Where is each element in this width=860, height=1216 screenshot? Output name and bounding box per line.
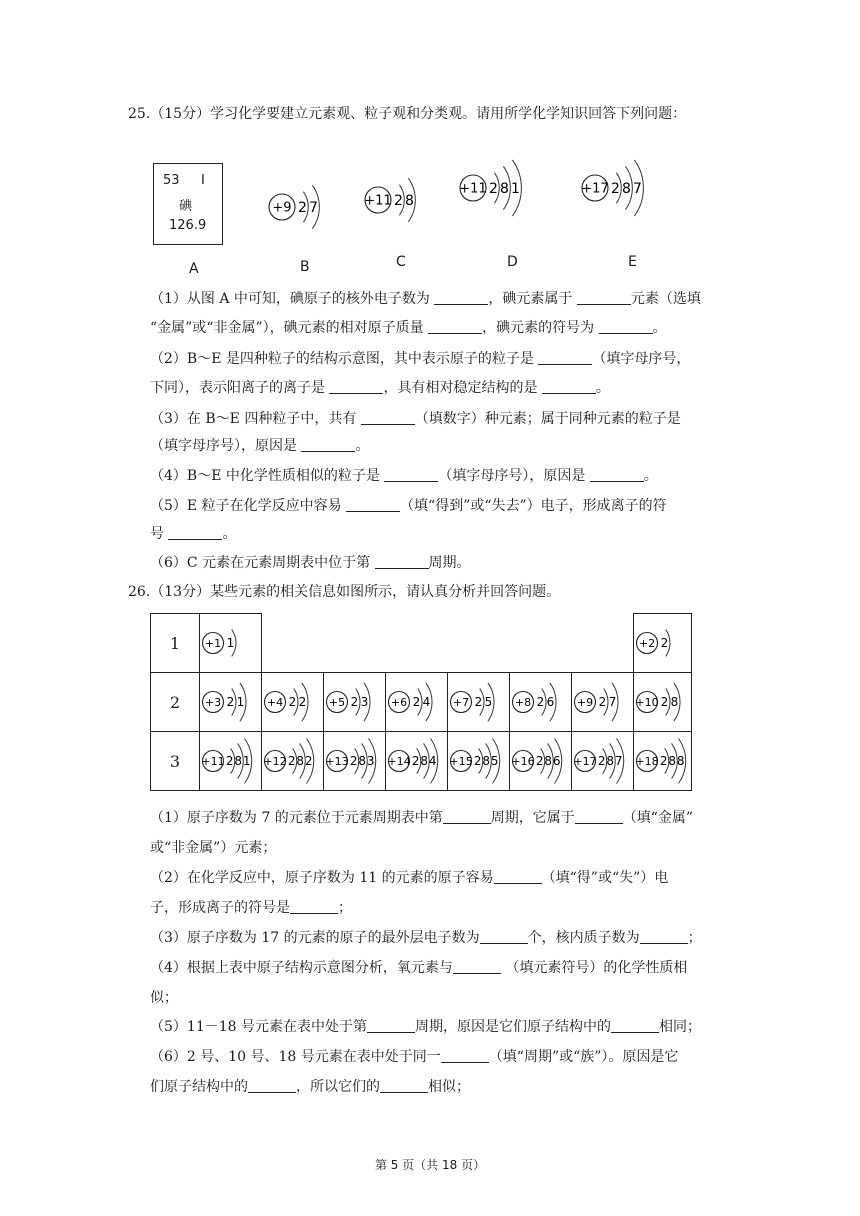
caption-d: D [507, 254, 518, 270]
period-row-3 [151, 732, 692, 791]
atom-diagram [635, 683, 680, 721]
shell-electron-count: 1 [242, 754, 251, 769]
answer-blank[interactable] [640, 929, 688, 944]
atom-diagram [451, 683, 495, 721]
q26-line-2: 或“非金属”）元素； [150, 840, 277, 856]
element-cell [386, 732, 448, 791]
atom-cell-svg [634, 673, 691, 731]
element-cell [262, 732, 324, 791]
shell-electron-count: 8 [676, 754, 685, 769]
answer-blank[interactable] [434, 290, 488, 305]
answer-blank[interactable] [428, 319, 482, 334]
shell-electron-count: 2 [349, 754, 358, 769]
q25-line-2: “金属”或“非金属”），碘元素的相对原子质量 ，碘元素的符号为 。 [150, 320, 667, 336]
answer-blank[interactable] [290, 899, 338, 914]
nucleus-charge: +11 [201, 754, 225, 768]
q26-line-10: 们原子结构中的 ，所以它们的 相似； [150, 1079, 470, 1095]
q25-line-10: （6）C 元素在元素周期表中位于第 周期。 [150, 555, 471, 571]
atom-diagram [511, 739, 561, 784]
shell-electron-count: 2 [412, 695, 421, 710]
q26-line-3: （2）在化学反应中，原子序数为 11 的元素的原子容易 （填“得”或“失”）电 [150, 870, 669, 886]
answer-blank[interactable] [361, 410, 415, 425]
element-cell [262, 673, 324, 732]
atom-diagram [459, 160, 521, 216]
atom-diagram [203, 630, 237, 657]
atom-cell-svg [262, 673, 323, 731]
answer-blank[interactable] [384, 467, 438, 482]
shell-electron-count: 8 [234, 754, 243, 769]
atom-diagram [389, 683, 433, 721]
answer-blank[interactable] [301, 437, 355, 452]
atom-cell-svg [262, 732, 323, 790]
nucleus-charge: +2 [638, 636, 656, 650]
shell-electron-count: 2 [226, 695, 235, 710]
atom-cell-svg [448, 673, 509, 731]
atom-diagram [513, 683, 557, 721]
shell-electron-count: 2 [411, 754, 420, 769]
shell-electron-count: 2 [225, 754, 234, 769]
atom-cell-svg [200, 614, 261, 672]
atom-cell-svg [510, 673, 571, 731]
element-cell [572, 732, 634, 791]
q25-line-7: （4）B～E 中化学性质相似的粒子是 （填字母序号），原因是 。 [150, 468, 658, 484]
element-symbol: I [201, 173, 205, 188]
q25-line-1: （1）从图 A 中可知，碘原子的核外电子数为 ，碘元素属于 元素（选填 [150, 291, 701, 307]
q26-line-8: （5）11－18 号元素在表中处于第 周期，原因是它们原子结构中的 相同； [150, 1019, 701, 1035]
nucleus-charge: +17 [573, 754, 597, 768]
shell-electron-count: 4 [428, 754, 437, 769]
nucleus-charge: +16 [511, 754, 535, 768]
nucleus-charge: +9 [576, 695, 594, 709]
shell-electron-count: 1 [511, 180, 520, 197]
nucleus-charge: +17 [581, 181, 609, 197]
answer-blank[interactable] [494, 869, 542, 884]
q25-line-6: （填字母序号），原因是 。 [150, 438, 370, 454]
answer-blank[interactable] [380, 1078, 428, 1093]
shell-electron-count: 2 [659, 754, 668, 769]
element-cell [634, 673, 692, 732]
nucleus-charge: +10 [635, 695, 659, 709]
shell-electron-count: 2 [660, 636, 669, 651]
answer-blank[interactable] [480, 929, 528, 944]
q25-line-8: （5）E 粒子在化学反应中容易 （填“得到”或“失去”）电子，形成离子的符 [150, 498, 667, 514]
atom-diagram [265, 683, 309, 721]
atom-diagram [263, 739, 313, 784]
shell-electron-count: 7 [309, 199, 318, 216]
atom-cell-svg [324, 732, 385, 790]
nucleus-charge: +3 [204, 695, 222, 709]
q25-line-3: （2）B～E 是四种粒子的结构示意图，其中表示原子的粒子是 （填字母序号， [150, 351, 691, 367]
shell-electron-count: 5 [484, 695, 493, 710]
atomic-number: 53 [163, 173, 180, 188]
answer-blank[interactable] [367, 1018, 415, 1033]
atom-cell-svg [572, 732, 633, 790]
shell-electron-count: 8 [606, 754, 615, 769]
nucleus-charge: +11 [459, 181, 487, 197]
nucleus-charge: +4 [266, 695, 284, 709]
atom-diagram [581, 160, 643, 216]
shell-electron-count: 7 [614, 754, 623, 769]
atomic-mass: 126.9 [169, 218, 207, 233]
answer-blank[interactable] [248, 1078, 296, 1093]
atom-diagram [387, 739, 437, 784]
q25-line-9: 号 。 [150, 526, 237, 542]
answer-blank[interactable] [538, 350, 592, 365]
atom-diagram [573, 739, 623, 784]
shell-electron-count: 2 [536, 695, 545, 710]
shell-electron-count: 2 [304, 754, 313, 769]
shell-electron-count: 8 [358, 754, 367, 769]
shell-electron-count: 8 [670, 695, 679, 710]
q26-line-6: （4）根据上表中原子结构示意图分析，氧元素与 （填元素符号）的化学性质相 [150, 960, 688, 976]
q25-line-5: （3）在 B～E 四种粒子中，共有 （填数字）种元素；属于同种元素的粒子是 [150, 411, 681, 427]
nucleus-charge: +7 [452, 695, 470, 709]
atom-cell-svg [324, 673, 385, 731]
shell-electron-count: 8 [668, 754, 677, 769]
atom-diagram [575, 683, 619, 721]
element-cell [200, 732, 262, 791]
shell-electron-count: 6 [546, 695, 555, 710]
element-cell [324, 732, 386, 791]
atom-cell-svg [200, 673, 261, 731]
q25-particle-diagrams [0, 0, 860, 300]
answer-blank[interactable] [577, 290, 631, 305]
nucleus-charge: +6 [390, 695, 408, 709]
atom-cell-svg [572, 673, 633, 731]
answer-blank[interactable] [168, 525, 222, 540]
shell-electron-count: 5 [490, 754, 499, 769]
q26-header: 26.（13分）某些元素的相关信息如图所示，请认真分析并回答问题。 [128, 584, 561, 600]
shell-electron-count: 8 [482, 754, 491, 769]
element-cell [200, 673, 262, 732]
shell-electron-count: 2 [473, 754, 482, 769]
shell-electron-count: 2 [474, 695, 483, 710]
shell-electron-count: 2 [597, 754, 606, 769]
shell-electron-count: 2 [394, 192, 403, 209]
period-number: 2 [151, 673, 200, 732]
shell-electron-count: 7 [608, 695, 617, 710]
answer-blank[interactable] [453, 959, 501, 974]
nucleus-charge: +12 [263, 754, 287, 768]
q25-header: 25.（15分）学习化学要建立元素观、粒子观和分类观。请用所学化学知识回答下列问题： [128, 106, 687, 122]
q25-line-4: 下同），表示阳离子的离子是 ，具有相对稳定结构的是 。 [150, 380, 610, 396]
atom-cell-svg [200, 732, 261, 790]
atom-diagram [635, 739, 685, 784]
element-cell [572, 673, 634, 732]
shell-electron-count: 2 [288, 695, 297, 710]
element-cell [634, 614, 692, 673]
shell-electron-count: 7 [633, 180, 642, 197]
nucleus-charge: +15 [449, 754, 473, 768]
nucleus-charge: +5 [328, 695, 346, 709]
q26-line-4: 子，形成离子的符号是 ； [150, 900, 352, 916]
atom-diagram [327, 683, 371, 721]
shell-electron-count: 8 [405, 192, 414, 209]
nucleus-charge: +9 [272, 200, 292, 216]
shell-electron-count: 8 [500, 180, 509, 197]
answer-blank[interactable] [590, 467, 644, 482]
shell-electron-count: 2 [287, 754, 296, 769]
shell-electron-count: 2 [298, 695, 307, 710]
nucleus-charge: +1 [204, 636, 222, 650]
shell-electron-count: 1 [226, 636, 235, 651]
answer-blank[interactable] [575, 809, 623, 824]
atom-diagram [325, 739, 375, 784]
atom-cell-svg [634, 732, 691, 790]
atom-cell-svg [510, 732, 571, 790]
answer-blank[interactable] [329, 379, 383, 394]
nucleus-charge: +8 [514, 695, 532, 709]
answer-blank[interactable] [441, 1048, 489, 1063]
shell-electron-count: 2 [535, 754, 544, 769]
caption-a: A [189, 261, 199, 277]
element-cell [634, 732, 692, 791]
period-number: 1 [151, 614, 200, 673]
shell-electron-count: 3 [360, 695, 369, 710]
element-cell [448, 732, 510, 791]
atom-diagram [269, 185, 319, 228]
answer-blank[interactable] [611, 1018, 659, 1033]
period-row-2 [151, 673, 692, 732]
element-cell [200, 614, 262, 673]
caption-b: B [300, 259, 310, 275]
periodic-table-excerpt [150, 613, 692, 791]
shell-electron-count: 8 [420, 754, 429, 769]
nucleus-charge: +14 [387, 754, 411, 768]
shell-electron-count: 2 [298, 199, 307, 216]
element-name: 碘 [179, 199, 193, 214]
shell-electron-count: 6 [552, 754, 561, 769]
shell-electron-count: 2 [350, 695, 359, 710]
shell-electron-count: 3 [366, 754, 375, 769]
shell-electron-count: 1 [236, 695, 245, 710]
shell-electron-count: 8 [622, 180, 631, 197]
answer-blank[interactable] [443, 809, 491, 824]
shell-electron-count: 2 [660, 695, 669, 710]
element-cell [386, 673, 448, 732]
shell-electron-count: 2 [489, 180, 498, 197]
nucleus-charge: +18 [635, 754, 659, 768]
shell-electron-count: 4 [422, 695, 431, 710]
period-row-1 [151, 614, 692, 673]
q26-line-1: （1）原子序数为 7 的元素位于元素周期表中第 周期，它属于 （填“金属” [150, 810, 694, 826]
answer-blank[interactable] [375, 554, 429, 569]
caption-c: C [396, 254, 406, 270]
shell-electron-count: 8 [544, 754, 553, 769]
atom-diagram [364, 178, 415, 221]
atom-diagram [201, 739, 251, 784]
q26-line-9: （6）2 号、10 号、18 号元素在表中处于同一 （填“周期”或“族”）。原因是它 [150, 1049, 679, 1065]
q26-line-7: 似； [150, 990, 178, 1006]
atom-cell-svg [448, 732, 509, 790]
atom-cell-svg [386, 673, 447, 731]
nucleus-charge: +13 [325, 754, 349, 768]
shell-electron-count: 8 [296, 754, 305, 769]
shell-electron-count: 2 [598, 695, 607, 710]
period-number: 3 [151, 732, 200, 791]
element-cell [324, 673, 386, 732]
element-cell [448, 673, 510, 732]
answer-blank[interactable] [542, 379, 596, 394]
element-cell [510, 732, 572, 791]
caption-e: E [628, 254, 637, 270]
element-cell [510, 673, 572, 732]
answer-blank[interactable] [599, 319, 653, 334]
shell-electron-count: 2 [611, 180, 620, 197]
atom-diagram [637, 630, 671, 657]
page-footer: 第 5 页（共 18 页） [374, 1158, 486, 1172]
atom-cell-svg [634, 614, 691, 672]
atom-cell-svg [386, 732, 447, 790]
empty-span [262, 614, 634, 673]
nucleus-charge: +11 [364, 193, 392, 209]
answer-blank[interactable] [346, 497, 400, 512]
atom-diagram [449, 739, 499, 784]
atom-diagram [203, 683, 247, 721]
q26-line-5: （3）原子序数为 17 的元素的原子的最外层电子数为 个，核内质子数为 ； [150, 930, 702, 946]
